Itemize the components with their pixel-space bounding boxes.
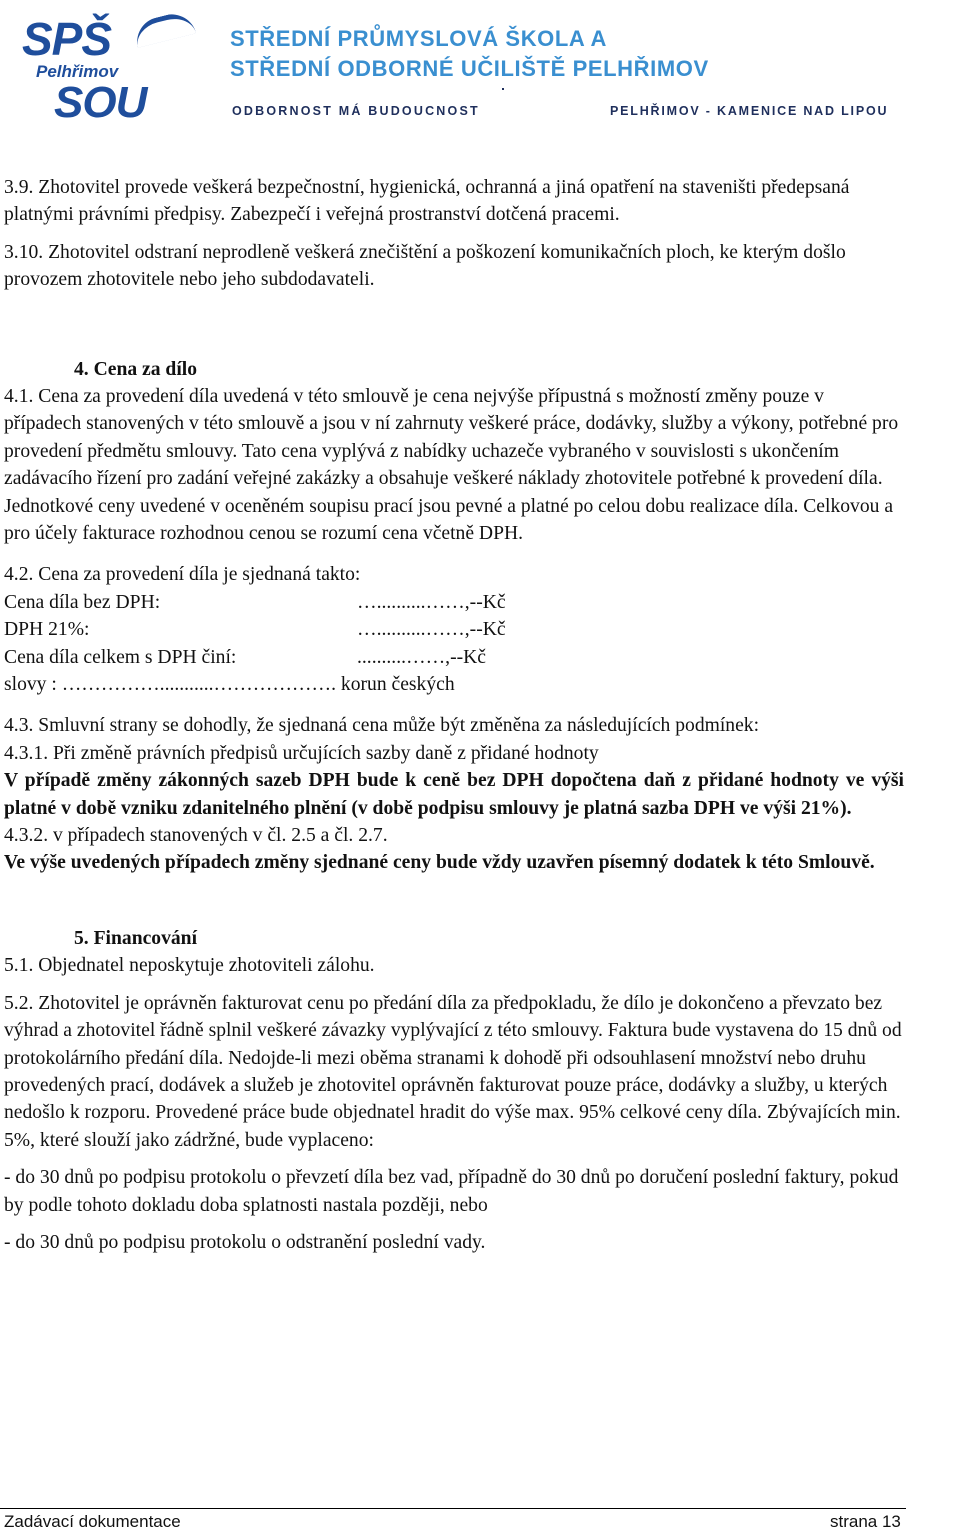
footer-document-title: Zadávací dokumentace <box>4 1512 181 1531</box>
amendment-clause: Ve výše uvedených případech změny sjednané ceny bude vždy uzavřen písemný dodatek k této Smlouvě. <box>4 852 875 874</box>
school-name-line2: STŘEDNÍ ODBORNÉ UČILIŠTĚ PELHŘIMOV <box>230 56 709 81</box>
header-dot <box>502 88 504 90</box>
price-row <box>4 616 904 643</box>
document-body <box>4 174 904 1256</box>
section-heading-5: 5. Financování <box>74 927 198 949</box>
paragraph-5-1: 5.1. Objednatel neposkytuje zhotoviteli zálohu. <box>4 955 375 977</box>
paragraph-4-1: 4.1. Cena za provedení díla uvedená v této smlouvě je cena nejvýše přípustná s možností změny pouze v případech stanovených v této smlouvě a jsou v ní zahrnuty veškeré práce, dodávky, služby a výkony, potřebné pro provedení předmětu smlouvy. Tato cena vyplývá z nabídky uchazeče vybraného v souvislosti s ukončením zadávacího řízení pro zadání veřejné zakázky a obsahuje veškeré náklady zhotovitele potřebné k provedení díla. Jednotkové ceny uvedené v oceněném soupisu prací jsou pevné a platné po celou dobu realizace díla. Celkovou a pro účely fakturace rozhodnou cenou se rozumí cena včetně DPH. <box>4 386 899 545</box>
price-value: ..........……,--Kč <box>357 646 486 668</box>
paragraph-5-2: 5.2. Zhotovitel je oprávněn fakturovat cenu po předání díla za předpokladu, že dílo je dokončeno a převzato bez výhrad a zhotovitel řádně splnil veškeré závazky vyplývající z této smlouvy. Faktura bude vystavena do 15 dnů od protokolárního předání díla. Nedojde-li mezi oběma stranami k dohodě při odsouhlasení množství nebo druhu provedených prací, dodávek a služeb je zhotovitel oprávněn fakturovat pouze práce, dodávky a služby, u kterých nedošlo k rozporu. Provedené práce bude objednatel hradit do výše max. 95% celkové ceny díla. Zbývajících min. 5%, které slouží jako zádržné, bude vyplaceno: <box>4 992 902 1151</box>
school-logo <box>22 8 200 128</box>
paragraph-3-9: 3.9. Zhotovitel provede veškerá bezpečnostní, hygienická, ochranná a jiná opatření na staveništi předepsaná platnými právními předpisy. Zabezpečí i veřejná prostranství dotčená pracemi. <box>4 177 850 226</box>
school-name-line1: STŘEDNÍ PRŮMYSLOVÁ ŠKOLA A <box>230 26 607 51</box>
logo-text-sou: SOU <box>54 78 147 127</box>
footer-page-number: strana 13 <box>830 1512 901 1531</box>
price-value: …..........……,--Kč <box>357 591 506 613</box>
retention-item-2: - do 30 dnů po podpisu protokolu o odstranění poslední vady. <box>4 1231 486 1253</box>
logo-text-sps: SPŠ <box>22 13 112 65</box>
price-label: Cena díla celkem s DPH činí: <box>4 646 237 668</box>
letterhead <box>0 0 960 140</box>
school-locations: PELHŘIMOV - KAMENICE NAD LIPOU <box>610 104 889 118</box>
paragraph-3-10: 3.10. Zhotovitel odstraní neprodleně veškerá znečištění a poškození komunikačních ploch, ke kterým došlo provozem zhotovitele nebo jeho subdodavateli. <box>4 241 846 291</box>
paragraph-4-3: 4.3. Smluvní strany se dohodly, že sjednaná cena může být změněna za následujících podmínek: <box>4 715 760 737</box>
price-in-words: slovy : ……………...........………………. korun českých <box>4 674 455 696</box>
retention-item-1: - do 30 dnů po podpisu protokolu o převzetí díla bez vad, případně do 30 dnů po doručení poslední faktury, pokud by podle tohoto dokladu doba splatnosti nastala později, nebo <box>4 1167 899 1216</box>
school-motto: ODBORNOST MÁ BUDOUCNOST <box>232 104 480 118</box>
price-label: Cena díla bez DPH: <box>4 591 161 613</box>
paragraph-4-3-2: 4.3.2. v případech stanovených v čl. 2.5 a čl. 2.7. <box>4 825 388 847</box>
section-heading-4: 4. Cena za dílo <box>74 358 198 380</box>
logo-swoosh <box>132 9 196 48</box>
paragraph-4-2: 4.2. Cena za provedení díla je sjednaná takto: <box>4 564 361 586</box>
paragraph-4-3-1: 4.3.1. Při změně právních předpisů určujících sazby daně z přidané hodnoty <box>4 742 599 764</box>
price-row <box>4 644 904 671</box>
vat-change-clause: V případě změny zákonných sazeb DPH bude k ceně bez DPH dopočtena daň z přidané hodnoty ve výši platné v době vzniku zdanitelného plnění (v době podpisu smlouvy je platná sazba DPH ve výši 21%). <box>4 770 904 819</box>
price-label: DPH 21%: <box>4 619 90 641</box>
footer-divider <box>0 1508 906 1509</box>
logo-text-pelhrimov: Pelhřimov <box>36 62 119 81</box>
price-value: …..........……,--Kč <box>357 619 506 641</box>
price-row <box>4 589 904 616</box>
